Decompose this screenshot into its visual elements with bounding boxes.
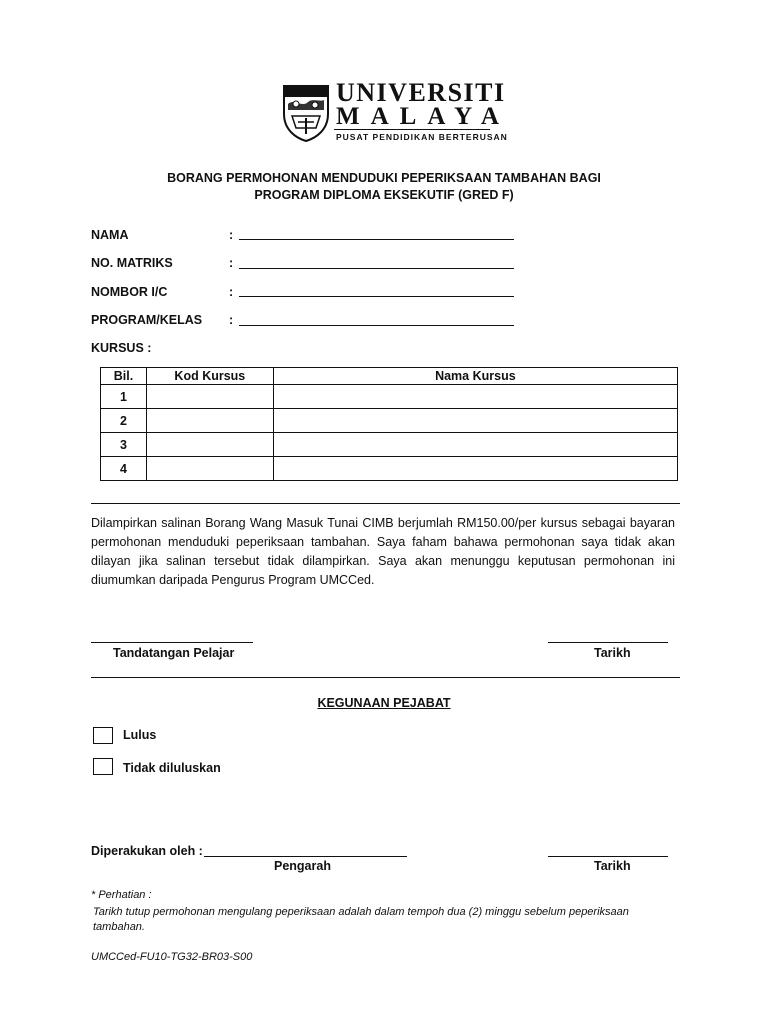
row-number: 2 bbox=[101, 409, 147, 433]
certified-by-line[interactable] bbox=[204, 856, 407, 857]
office-use-heading: KEGUNAAN PEJABAT bbox=[317, 696, 451, 710]
director-label: Pengarah bbox=[274, 859, 331, 873]
kod-kursus-cell[interactable] bbox=[146, 385, 273, 409]
university-crest-logo bbox=[282, 84, 330, 142]
student-signature-label: Tandatangan Pelajar bbox=[113, 646, 235, 660]
row-number: 1 bbox=[101, 385, 147, 409]
tidak-diluluskan-label: Tidak diluluskan bbox=[123, 761, 221, 775]
student-signature-line[interactable] bbox=[91, 642, 253, 643]
document-code: UMCCed-FU10-TG32-BR03-S00 bbox=[91, 951, 253, 963]
row-number: 4 bbox=[101, 457, 147, 481]
student-date-line[interactable] bbox=[548, 642, 668, 643]
declaration-paragraph: Dilampirkan salinan Borang Wang Masuk Tunai CIMB berjumlah RM150.00/per kursus sebagai bayaran permohonan menduduki peperiksaan tambahan. Saya faham bahawa permohonan saya tidak akan dilayan jika salinan tersebut tidak dilampirkan. Saya akan menunggu keputusan permohonan ini diumumkan daripada Pengurus Program UMCCed. bbox=[91, 516, 675, 587]
logo-university-text: UNIVERSITI bbox=[336, 78, 506, 107]
header-nama-kursus: Nama Kursus bbox=[273, 368, 677, 385]
office-date-label: Tarikh bbox=[594, 859, 631, 873]
kod-kursus-cell[interactable] bbox=[146, 457, 273, 481]
kursus-label: KURSUS : bbox=[91, 341, 152, 355]
section-divider bbox=[91, 503, 680, 504]
table-row bbox=[101, 385, 678, 409]
field-colon: : bbox=[229, 256, 234, 270]
lulus-checkbox[interactable] bbox=[93, 727, 113, 744]
nama-kursus-cell[interactable] bbox=[273, 433, 677, 457]
program-kelas-input-line[interactable] bbox=[239, 325, 514, 326]
field-label-no-matriks: NO. MATRIKS bbox=[91, 256, 173, 270]
nama-input-line[interactable] bbox=[239, 239, 514, 240]
lulus-label: Lulus bbox=[123, 728, 157, 742]
logo-centre-name: PUSAT PENDIDIKAN BERTERUSAN bbox=[336, 132, 508, 142]
form-title-line-1: BORANG PERMOHONAN MENDUDUKI PEPERIKSAAN TAMBAHAN BAGI bbox=[167, 171, 601, 185]
student-date-label: Tarikh bbox=[594, 646, 631, 660]
courses-table bbox=[100, 367, 678, 481]
table-row bbox=[101, 409, 678, 433]
kod-kursus-cell[interactable] bbox=[146, 433, 273, 457]
table-header-row bbox=[101, 368, 678, 385]
nama-kursus-cell[interactable] bbox=[273, 409, 677, 433]
no-matriks-input-line[interactable] bbox=[239, 268, 514, 269]
field-colon: : bbox=[229, 313, 234, 327]
field-colon: : bbox=[229, 228, 234, 242]
note-heading: * Perhatian : bbox=[91, 889, 152, 901]
section-divider bbox=[91, 677, 680, 678]
nombor-ic-input-line[interactable] bbox=[239, 296, 514, 297]
field-label-program-kelas: PROGRAM/KELAS bbox=[91, 313, 203, 327]
header-kod-kursus: Kod Kursus bbox=[146, 368, 273, 385]
tidak-diluluskan-checkbox[interactable] bbox=[93, 758, 113, 775]
form-title-line-2: PROGRAM DIPLOMA EKSEKUTIF (GRED F) bbox=[254, 188, 514, 202]
field-label-nombor-ic: NOMBOR I/C bbox=[91, 285, 168, 299]
logo-malaya-text: MALAYA bbox=[336, 103, 510, 130]
field-label-nama: NAMA bbox=[91, 228, 129, 242]
table-row bbox=[101, 457, 678, 481]
table-row bbox=[101, 433, 678, 457]
logo-divider bbox=[334, 129, 490, 130]
certified-by-label: Diperakukan oleh : bbox=[91, 844, 203, 858]
kod-kursus-cell[interactable] bbox=[146, 409, 273, 433]
office-date-line[interactable] bbox=[548, 856, 668, 857]
nama-kursus-cell[interactable] bbox=[273, 385, 677, 409]
nama-kursus-cell[interactable] bbox=[273, 457, 677, 481]
header-bil: Bil. bbox=[101, 368, 147, 385]
note-text: Tarikh tutup permohonan mengulang peperiksaan adalah dalam tempoh dua (2) minggu sebelum peperiksaan tambahan. bbox=[93, 906, 629, 933]
field-colon: : bbox=[229, 285, 234, 299]
row-number: 3 bbox=[101, 433, 147, 457]
